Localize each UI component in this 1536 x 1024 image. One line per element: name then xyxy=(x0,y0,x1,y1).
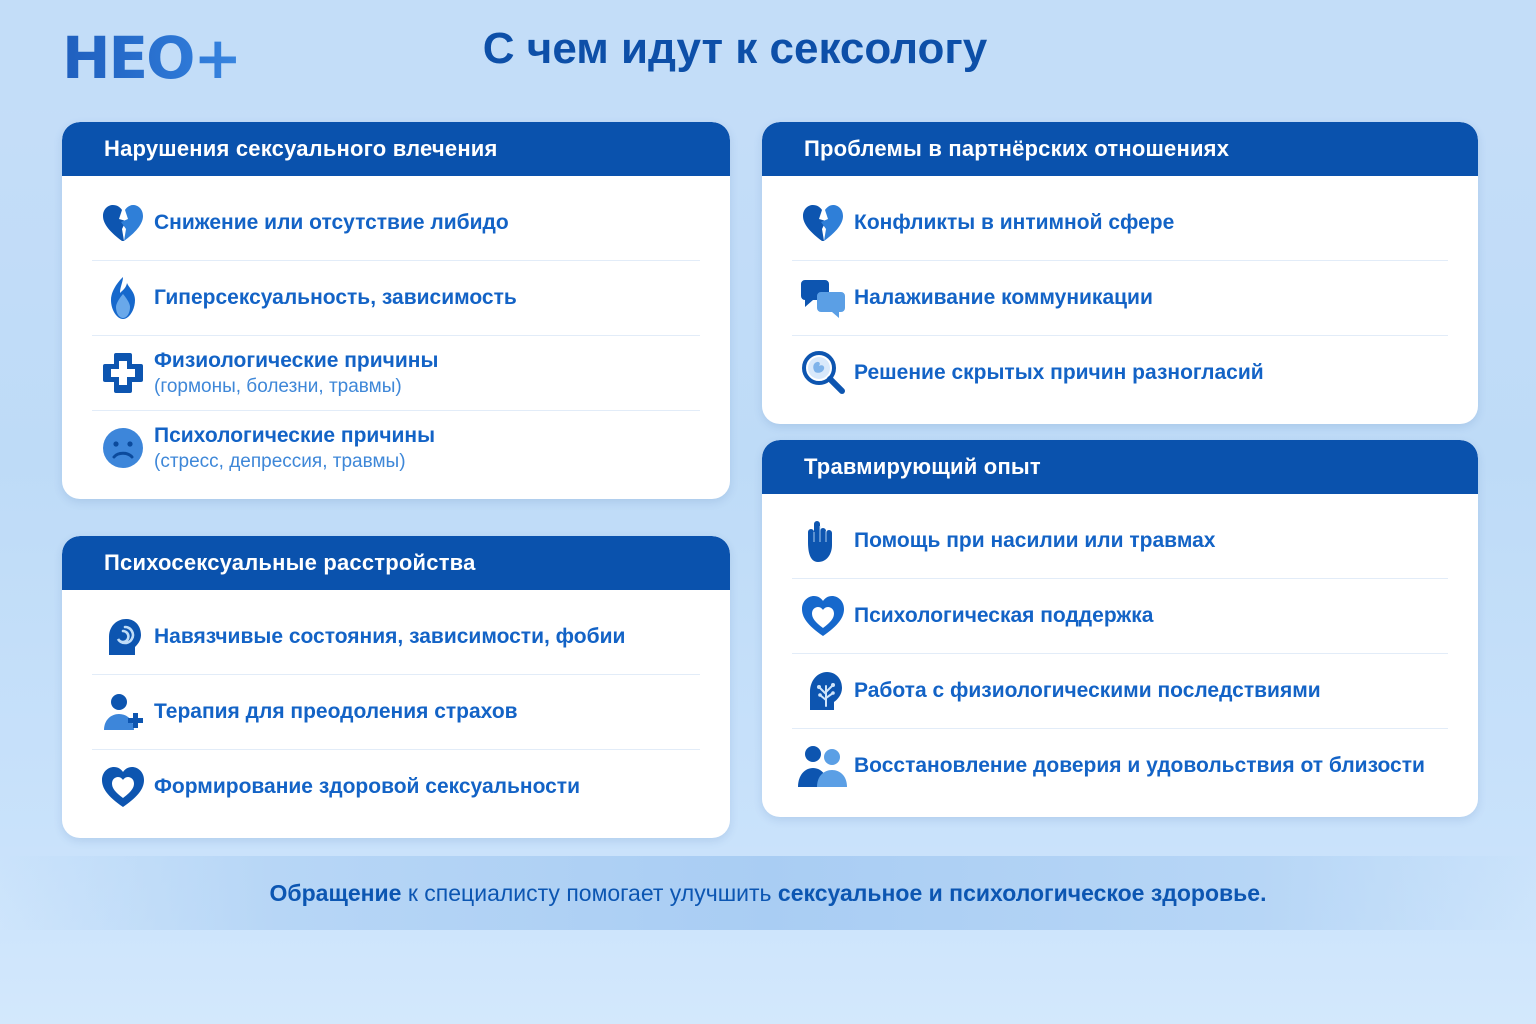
list-item-text xyxy=(154,624,625,650)
list-item-label: Психологическая поддержка xyxy=(854,604,1154,628)
card-sexual-desire-disorders xyxy=(62,122,730,499)
broken-heart-icon xyxy=(92,203,154,243)
list-item[interactable] xyxy=(792,654,1448,729)
list-item-text xyxy=(854,210,1174,236)
couple-hug-icon xyxy=(792,743,854,789)
stop-hand-icon xyxy=(792,518,854,564)
list-item[interactable] xyxy=(92,750,700,824)
magnifier-icon xyxy=(792,350,854,396)
list-item[interactable] xyxy=(792,186,1448,261)
list-item-label: Навязчивые состояния, зависимости, фобии xyxy=(154,625,626,649)
footer-middle: к специалисту помогает улучшить xyxy=(401,879,778,906)
list-item-text xyxy=(854,678,1321,704)
list-item-label: Формирование здоровой сексуальности xyxy=(154,775,580,799)
list-item-text xyxy=(154,210,509,236)
list-item-subtext: (стресс, депрессия, травмы) xyxy=(154,451,406,473)
list-item[interactable] xyxy=(792,504,1448,579)
broken-heart-icon xyxy=(792,203,854,243)
brain-tree-icon xyxy=(792,668,854,714)
list-item[interactable] xyxy=(92,261,700,336)
footer-highlight: сексуальное и психологическое здоровье. xyxy=(777,879,1267,906)
medical-cross-icon xyxy=(92,351,154,395)
heart-shield-icon xyxy=(92,765,154,809)
brand-logo xyxy=(62,22,312,94)
list-item-text xyxy=(154,285,517,311)
list-item[interactable] xyxy=(92,675,700,750)
card-body-sexual-desire-disorders xyxy=(62,176,730,499)
card-title-psychosexual-disorders: Психосексуальные расстройства xyxy=(62,536,730,590)
card-title-sexual-desire-disorders: Нарушения сексуального влечения xyxy=(62,122,730,176)
list-item-text xyxy=(854,285,1153,311)
list-item-label: Работа с физиологическими последствиями xyxy=(854,679,1321,703)
sad-face-icon xyxy=(92,426,154,470)
list-item-label: Снижение или отсутствие либидо xyxy=(154,211,509,235)
list-item-text xyxy=(154,423,435,474)
card-psychosexual-disorders xyxy=(62,536,730,838)
card-body-partner-relationship-problems xyxy=(762,176,1478,424)
heart-hands-icon xyxy=(792,594,854,638)
footer-message xyxy=(270,880,1267,907)
list-item[interactable] xyxy=(792,261,1448,336)
list-item[interactable] xyxy=(92,336,700,411)
card-body-psychosexual-disorders xyxy=(62,590,730,838)
card-traumatic-experience xyxy=(762,440,1478,817)
list-item-label: Гиперсексуальность, зависимость xyxy=(154,286,517,310)
head-spiral-icon xyxy=(92,615,154,659)
list-item-label: Восстановление доверия и удовольствия от близости xyxy=(854,754,1425,778)
page-title: С чем идут к сексологу xyxy=(482,24,988,73)
list-item-label: Помощь при насилии или травмах xyxy=(854,529,1216,553)
list-item-subtext: (гормоны, болезни, травмы) xyxy=(154,376,402,398)
list-item-label: Решение скрытых причин разногласий xyxy=(854,361,1264,385)
list-item-text xyxy=(154,774,580,800)
list-item[interactable] xyxy=(792,579,1448,654)
list-item-label: Конфликты в интимной сфере xyxy=(854,211,1175,235)
card-title-traumatic-experience: Травмирующий опыт xyxy=(762,440,1478,494)
list-item[interactable] xyxy=(792,336,1448,410)
list-item-text xyxy=(854,360,1264,386)
flame-icon xyxy=(92,276,154,320)
list-item[interactable] xyxy=(92,411,700,485)
list-item-text xyxy=(154,348,438,399)
card-partner-relationship-problems xyxy=(762,122,1478,424)
footer-prefix: Обращение xyxy=(269,879,402,906)
speech-bubbles-icon xyxy=(792,278,854,318)
card-title-partner-relationship-problems: Проблемы в партнёрских отношениях xyxy=(762,122,1478,176)
list-item-label: Терапия для преодоления страхов xyxy=(154,700,518,724)
footer-banner xyxy=(0,856,1536,930)
list-item-text xyxy=(854,753,1425,779)
brand-logo-text: HEO+ xyxy=(62,22,312,94)
list-item-text xyxy=(154,699,518,725)
list-item[interactable] xyxy=(92,600,700,675)
card-body-traumatic-experience xyxy=(762,494,1478,817)
list-item[interactable] xyxy=(792,729,1448,803)
list-item-text xyxy=(854,528,1215,554)
list-item-text xyxy=(854,603,1153,629)
list-item[interactable] xyxy=(92,186,700,261)
list-item-label: Психологические причины xyxy=(154,423,436,447)
person-plus-icon xyxy=(92,690,154,734)
list-item-label: Налаживание коммуникации xyxy=(854,286,1153,310)
list-item-label: Физиологические причины xyxy=(154,348,439,372)
